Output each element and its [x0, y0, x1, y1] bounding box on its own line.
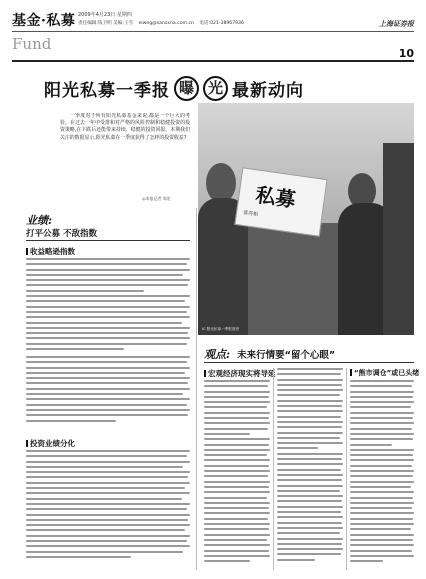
headline-part2: 最新动向: [232, 80, 304, 101]
email-text: eiweg@sansxna.com.cn: [138, 21, 194, 26]
photo-sign-subtext: 富亮相: [242, 209, 259, 218]
header-rule: [12, 31, 414, 32]
left-article-subtitle: 打平公募 不敌指数: [26, 229, 97, 239]
right-body-text-1: [204, 380, 270, 570]
left-body-text-1: [26, 258, 190, 354]
photo-sign: [234, 167, 327, 236]
column-divider-right-1: [273, 368, 274, 570]
lead-byline: ◎本报记者 周宏: [142, 196, 171, 201]
left-body-text-3: [26, 450, 190, 568]
header-rule-2: [12, 60, 414, 62]
paper-name: 上海证券报: [379, 19, 414, 28]
left-article-kicker: 业绩:: [26, 214, 53, 227]
masthead: [0, 0, 426, 72]
right-body-text-2: [277, 368, 343, 570]
right-article-title: 未来行情要“留个心眼”: [237, 350, 336, 361]
photo-caption: IC 阳光私募一季报面世: [202, 327, 240, 331]
issue-date: 2009年4月23日 星期四: [78, 12, 132, 18]
news-photo: [198, 103, 414, 335]
photo-sign-text: 私募: [254, 182, 298, 212]
right-section-heading-2: “熊市调仓”或已头绪: [350, 368, 419, 378]
photo-person-1: [206, 163, 236, 203]
left-article-rule: [26, 240, 190, 241]
headline-badge-2: 光: [203, 76, 228, 101]
right-article-kicker: 观点:: [204, 348, 231, 361]
right-article-rule: [204, 362, 414, 363]
right-article-header: [204, 343, 414, 363]
headline-part1: 阳光私募一季报: [44, 80, 170, 101]
right-section-heading-1: 宏观经济现实将导延: [204, 368, 276, 379]
headline-badge-1: 曝: [174, 76, 199, 101]
headline: [44, 72, 304, 104]
phone-text: 电话:021-38967936: [199, 21, 244, 26]
column-divider-right-2: [346, 368, 347, 570]
photo-person-5: [383, 143, 414, 335]
left-body-text-2: [26, 356, 190, 428]
section-name: 基金·私募: [12, 13, 76, 29]
section-en: Fund: [12, 35, 52, 53]
editor-line: [78, 20, 244, 26]
lead-paragraph: 一季度对于所有阳光私募基金来说,都是一个巨大的考验。在过去一年中受排和对严格的风险控制和稳健投资的投资策略,在下跌后还能带来持续、稳健的投资回报。本期我们关注的数据显示,阳光私募在一季度获得了怎样的投资收益?: [60, 113, 190, 141]
left-section-heading-1: 收益略逊指数: [26, 246, 75, 257]
page-number: 10: [398, 47, 414, 60]
column-divider-main: [196, 208, 197, 570]
right-body-text-3: [350, 380, 414, 570]
left-section-heading-2: 投资业绩分化: [26, 438, 75, 449]
editor-text: 责任编辑:钱卫明 美编:王雪: [78, 21, 134, 26]
